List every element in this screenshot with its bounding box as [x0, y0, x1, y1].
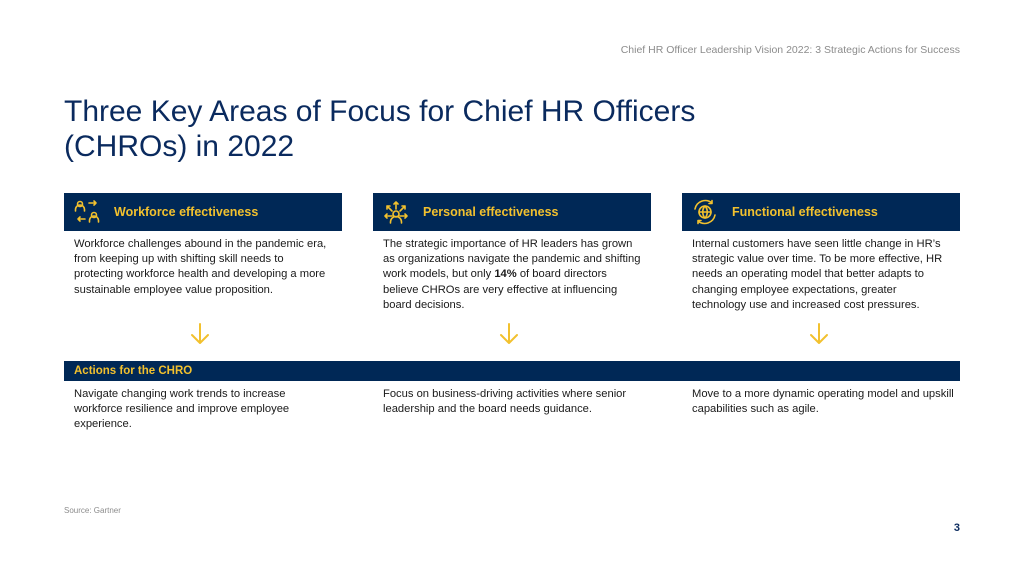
column-body: Internal customers have seen little change in HR’s strategic value over time. To be more effective, HR needs an operating model that better adapts to changing employee expectations, greater technology use and increased cost pressures.: [692, 238, 943, 311]
column-header: [682, 193, 960, 231]
person-network-icon: [383, 199, 409, 225]
down-arrow-icon: [498, 322, 520, 346]
column-heading: Workforce effectiveness: [114, 205, 259, 219]
page-number: 3: [953, 522, 960, 534]
people-swap-icon: [74, 199, 100, 225]
down-arrow-icon: [189, 322, 211, 346]
column-personal: [373, 193, 651, 313]
down-arrow-icon: [808, 322, 830, 346]
action-item: Focus on business-driving activities where senior leadership and the board needs guidance.: [383, 388, 627, 416]
column-heading: Functional effectiveness: [732, 205, 878, 219]
action-item: Navigate changing work trends to increase workforce resilience and improve employee experience.: [74, 388, 290, 431]
page-title: Three Key Areas of Focus for Chief HR Officers (CHROs) in 2022: [64, 95, 696, 163]
actions-bar: [64, 361, 960, 381]
header-note: Chief HR Officer Leadership Vision 2022: 3 Strategic Actions for Success: [620, 44, 960, 56]
source-note: Source: Gartner: [64, 506, 121, 515]
actions-label: Actions for the CHRO: [74, 365, 193, 377]
body-text: of board directors believe CHROs are very effective at influencing board decisions.: [383, 268, 618, 311]
column-body: Workforce challenges abound in the pandemic era, from keeping up with shifting skill needs to protecting workforce health and developing a more sustainable employee value proposition.: [74, 238, 327, 296]
column-body: [373, 231, 651, 313]
highlight-stat: 14%: [494, 268, 517, 281]
column-workforce: [64, 193, 342, 298]
column-heading: Personal effectiveness: [423, 205, 559, 219]
column-functional: [682, 193, 960, 313]
action-item: Move to a more dynamic operating model and upskill capabilities such as agile.: [692, 388, 954, 416]
globe-cycle-icon: [692, 199, 718, 225]
column-header: [373, 193, 651, 231]
body-text: The strategic importance of HR leaders has grown as organizations navigate the pandemic and shifting work models, but only: [383, 238, 641, 281]
column-header: [64, 193, 342, 231]
